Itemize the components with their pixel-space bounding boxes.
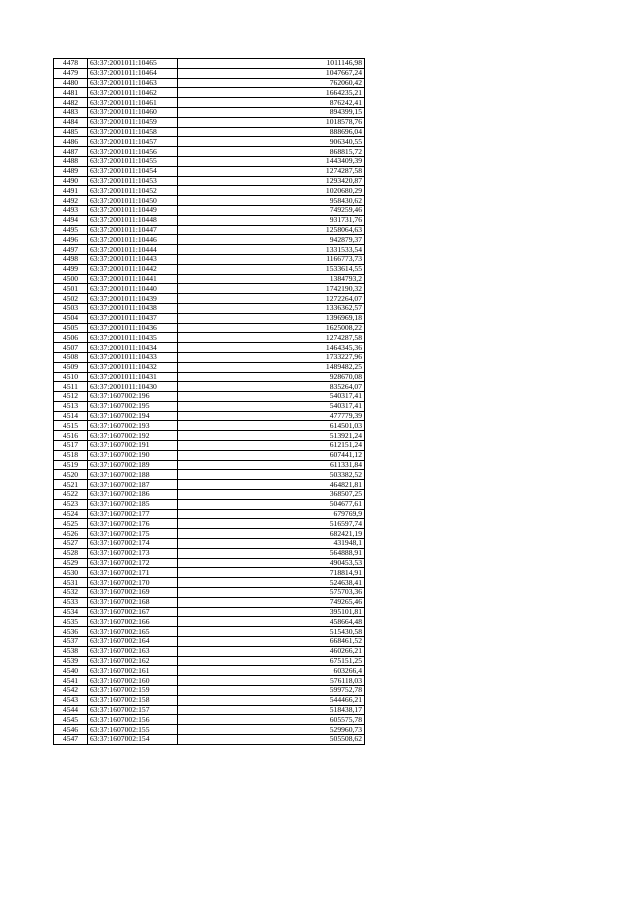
- row-number-cell: 4503: [54, 303, 88, 313]
- table-row: [54, 441, 365, 451]
- cadastral-number-cell: 63:37:2001011:10430: [88, 382, 178, 392]
- cadastral-number-cell: 63:37:2001011:10434: [88, 343, 178, 353]
- row-number-cell: 4482: [54, 98, 88, 108]
- cadastral-number-cell: 63:37:1607002:193: [88, 421, 178, 431]
- cadastral-value-cell: 1733227,96: [178, 352, 365, 362]
- cadastral-value-cell: 876242,41: [178, 98, 365, 108]
- cadastral-number-cell: 63:37:2001011:10452: [88, 186, 178, 196]
- cadastral-value-cell: 524638,41: [178, 578, 365, 588]
- cadastral-number-cell: 63:37:2001011:10462: [88, 88, 178, 98]
- row-number-cell: 4498: [54, 254, 88, 264]
- cadastral-value-cell: 1293420,87: [178, 176, 365, 186]
- cadastral-number-cell: 63:37:2001011:10435: [88, 333, 178, 343]
- row-number-cell: 4483: [54, 107, 88, 117]
- cadastral-number-cell: 63:37:1607002:171: [88, 568, 178, 578]
- row-number-cell: 4490: [54, 176, 88, 186]
- table-row: [54, 695, 365, 705]
- cadastral-value-cell: 894399,15: [178, 107, 365, 117]
- cadastral-number-cell: 63:37:2001011:10443: [88, 254, 178, 264]
- cadastral-number-cell: 63:37:2001011:10438: [88, 303, 178, 313]
- cadastral-value-cell: 605575,78: [178, 715, 365, 725]
- row-number-cell: 4487: [54, 147, 88, 157]
- cadastral-number-cell: 63:37:1607002:167: [88, 607, 178, 617]
- cadastral-number-cell: 63:37:1607002:185: [88, 499, 178, 509]
- table-row: [54, 646, 365, 656]
- cadastral-value-cell: 1047667,24: [178, 68, 365, 78]
- table-row: [54, 431, 365, 441]
- row-number-cell: 4535: [54, 617, 88, 627]
- row-number-cell: 4543: [54, 695, 88, 705]
- cadastral-number-cell: 63:37:2001011:10465: [88, 59, 178, 69]
- table-row: [54, 303, 365, 313]
- cadastral-value-cell: 1625008,22: [178, 323, 365, 333]
- cadastral-number-cell: 63:37:1607002:156: [88, 715, 178, 725]
- table-row: [54, 176, 365, 186]
- row-number-cell: 4495: [54, 225, 88, 235]
- table-row: [54, 88, 365, 98]
- cadastral-number-cell: 63:37:2001011:10446: [88, 235, 178, 245]
- cadastral-value-cell: 679769,9: [178, 509, 365, 519]
- cadastral-value-cell: 464821,81: [178, 480, 365, 490]
- row-number-cell: 4527: [54, 539, 88, 549]
- cadastral-value-cell: 614501,03: [178, 421, 365, 431]
- cadastral-value-cell: 1533614,55: [178, 264, 365, 274]
- table-row: [54, 274, 365, 284]
- cadastral-number-cell: 63:37:1607002:159: [88, 686, 178, 696]
- row-number-cell: 4508: [54, 352, 88, 362]
- cadastral-number-cell: 63:37:2001011:10441: [88, 274, 178, 284]
- table-row: [54, 166, 365, 176]
- cadastral-number-cell: 63:37:1607002:160: [88, 676, 178, 686]
- row-number-cell: 4542: [54, 686, 88, 696]
- table-row: [54, 196, 365, 206]
- row-number-cell: 4515: [54, 421, 88, 431]
- cadastral-number-cell: 63:37:2001011:10436: [88, 323, 178, 333]
- cadastral-value-cell: 1274287,58: [178, 333, 365, 343]
- cadastral-value-cell: 575703,36: [178, 588, 365, 598]
- cadastral-value-cell: 718814,91: [178, 568, 365, 578]
- row-number-cell: 4545: [54, 715, 88, 725]
- cadastral-number-cell: 63:37:2001011:10439: [88, 294, 178, 304]
- cadastral-value-cell: 540317,41: [178, 401, 365, 411]
- table-row: [54, 548, 365, 558]
- cadastral-number-cell: 63:37:1607002:175: [88, 529, 178, 539]
- cadastral-number-cell: 63:37:1607002:158: [88, 695, 178, 705]
- table-row: [54, 59, 365, 69]
- row-number-cell: 4486: [54, 137, 88, 147]
- cadastral-value-cell: 1272264,07: [178, 294, 365, 304]
- cadastral-number-cell: 63:37:1607002:169: [88, 588, 178, 598]
- cadastral-number-cell: 63:37:1607002:157: [88, 705, 178, 715]
- table-row: [54, 480, 365, 490]
- row-number-cell: 4496: [54, 235, 88, 245]
- row-number-cell: 4525: [54, 519, 88, 529]
- table-row: [54, 686, 365, 696]
- table-row: [54, 107, 365, 117]
- table-row: [54, 117, 365, 127]
- table-row: [54, 676, 365, 686]
- cadastral-value-cell: 1258064,63: [178, 225, 365, 235]
- row-number-cell: 4479: [54, 68, 88, 78]
- table-row: [54, 156, 365, 166]
- row-number-cell: 4481: [54, 88, 88, 98]
- cadastral-number-cell: 63:37:1607002:177: [88, 509, 178, 519]
- cadastral-value-cell: 513921,24: [178, 431, 365, 441]
- table-row: [54, 450, 365, 460]
- cadastral-number-cell: 63:37:2001011:10433: [88, 352, 178, 362]
- cadastral-number-cell: 63:37:1607002:188: [88, 470, 178, 480]
- cadastral-number-cell: 63:37:2001011:10459: [88, 117, 178, 127]
- table-row: [54, 539, 365, 549]
- table-row: [54, 313, 365, 323]
- cadastral-value-cell: 529960,73: [178, 725, 365, 735]
- table-row: [54, 588, 365, 598]
- cadastral-value-cell: 544466,21: [178, 695, 365, 705]
- table-row: [54, 323, 365, 333]
- table-row: [54, 411, 365, 421]
- table-row: [54, 294, 365, 304]
- cadastral-value-cell: 675151,25: [178, 656, 365, 666]
- cadastral-number-cell: 63:37:2001011:10460: [88, 107, 178, 117]
- table-row: [54, 715, 365, 725]
- row-number-cell: 4500: [54, 274, 88, 284]
- cadastral-value-cell: 395101,81: [178, 607, 365, 617]
- cadastral-value-cell: 431948,1: [178, 539, 365, 549]
- row-number-cell: 4529: [54, 558, 88, 568]
- table-row: [54, 127, 365, 137]
- row-number-cell: 4538: [54, 646, 88, 656]
- table-row: [54, 401, 365, 411]
- cadastral-value-cell: 1464345,36: [178, 343, 365, 353]
- cadastral-value-cell: 1336362,57: [178, 303, 365, 313]
- row-number-cell: 4517: [54, 441, 88, 451]
- table-row: [54, 637, 365, 647]
- table-row: [54, 254, 365, 264]
- cadastral-value-cell: 504677,61: [178, 499, 365, 509]
- table-row: [54, 264, 365, 274]
- row-number-cell: 4489: [54, 166, 88, 176]
- cadastral-number-cell: 63:37:2001011:10447: [88, 225, 178, 235]
- cadastral-value-cell: 868815,72: [178, 147, 365, 157]
- cadastral-value-cell: 1166773,73: [178, 254, 365, 264]
- cadastral-number-cell: 63:37:2001011:10455: [88, 156, 178, 166]
- cadastral-value-cell: 515430,58: [178, 627, 365, 637]
- row-number-cell: 4537: [54, 637, 88, 647]
- cadastral-number-cell: 63:37:1607002:191: [88, 441, 178, 451]
- cadastral-value-cell: 888696,04: [178, 127, 365, 137]
- cadastral-number-cell: 63:37:2001011:10444: [88, 245, 178, 255]
- row-number-cell: 4493: [54, 205, 88, 215]
- cadastral-value-cell: 958430,62: [178, 196, 365, 206]
- cadastral-number-cell: 63:37:2001011:10431: [88, 372, 178, 382]
- cadastral-number-cell: 63:37:2001011:10463: [88, 78, 178, 88]
- row-number-cell: 4533: [54, 597, 88, 607]
- row-number-cell: 4499: [54, 264, 88, 274]
- cadastral-number-cell: 63:37:1607002:168: [88, 597, 178, 607]
- cadastral-value-cell: 576118,03: [178, 676, 365, 686]
- cadastral-value-cell: 1274287,58: [178, 166, 365, 176]
- table-row: [54, 362, 365, 372]
- cadastral-value-cell: 762060,42: [178, 78, 365, 88]
- cadastral-number-cell: 63:37:2001011:10442: [88, 264, 178, 274]
- row-number-cell: 4509: [54, 362, 88, 372]
- cadastral-value-cell: 564888,91: [178, 548, 365, 558]
- table-row: [54, 578, 365, 588]
- row-number-cell: 4478: [54, 59, 88, 69]
- table-row: [54, 68, 365, 78]
- cadastral-value-cell: 518438,17: [178, 705, 365, 715]
- table-row: [54, 617, 365, 627]
- row-number-cell: 4512: [54, 392, 88, 402]
- cadastral-value-cell: 612151,24: [178, 441, 365, 451]
- table-row: [54, 421, 365, 431]
- cadastral-value-cell: 942879,37: [178, 235, 365, 245]
- cadastral-number-cell: 63:37:1607002:186: [88, 490, 178, 500]
- cadastral-value-cell: 540317,41: [178, 392, 365, 402]
- cadastral-number-cell: 63:37:2001011:10432: [88, 362, 178, 372]
- table-row: [54, 568, 365, 578]
- row-number-cell: 4528: [54, 548, 88, 558]
- cadastral-number-cell: 63:37:2001011:10457: [88, 137, 178, 147]
- cadastral-value-cell: 516597,74: [178, 519, 365, 529]
- cadastral-value-cell: 928670,08: [178, 372, 365, 382]
- row-number-cell: 4520: [54, 470, 88, 480]
- cadastral-number-cell: 63:37:1607002:194: [88, 411, 178, 421]
- cadastral-number-cell: 63:37:1607002:172: [88, 558, 178, 568]
- table-row: [54, 607, 365, 617]
- cadastral-value-cell: 1384793,2: [178, 274, 365, 284]
- row-number-cell: 4485: [54, 127, 88, 137]
- table-row: [54, 372, 365, 382]
- row-number-cell: 4480: [54, 78, 88, 88]
- table-row: [54, 215, 365, 225]
- table-row: [54, 666, 365, 676]
- cadastral-value-cell: 1489482,25: [178, 362, 365, 372]
- cadastral-value-cell: 477779,39: [178, 411, 365, 421]
- cadastral-value-table: [53, 58, 365, 745]
- row-number-cell: 4531: [54, 578, 88, 588]
- cadastral-number-cell: 63:37:2001011:10448: [88, 215, 178, 225]
- row-number-cell: 4526: [54, 529, 88, 539]
- row-number-cell: 4505: [54, 323, 88, 333]
- row-number-cell: 4530: [54, 568, 88, 578]
- cadastral-number-cell: 63:37:1607002:163: [88, 646, 178, 656]
- table-row: [54, 225, 365, 235]
- row-number-cell: 4488: [54, 156, 88, 166]
- table-row: [54, 205, 365, 215]
- cadastral-value-cell: 458664,48: [178, 617, 365, 627]
- cadastral-number-cell: 63:37:1607002:165: [88, 627, 178, 637]
- cadastral-value-cell: 931731,76: [178, 215, 365, 225]
- table-row: [54, 470, 365, 480]
- table-row: [54, 352, 365, 362]
- cadastral-value-cell: 460266,21: [178, 646, 365, 656]
- row-number-cell: 4524: [54, 509, 88, 519]
- row-number-cell: 4514: [54, 411, 88, 421]
- cadastral-number-cell: 63:37:1607002:176: [88, 519, 178, 529]
- table-row: [54, 284, 365, 294]
- row-number-cell: 4544: [54, 705, 88, 715]
- row-number-cell: 4546: [54, 725, 88, 735]
- row-number-cell: 4532: [54, 588, 88, 598]
- cadastral-number-cell: 63:37:2001011:10437: [88, 313, 178, 323]
- cadastral-number-cell: 63:37:2001011:10449: [88, 205, 178, 215]
- table-row: [54, 529, 365, 539]
- row-number-cell: 4522: [54, 490, 88, 500]
- row-number-cell: 4516: [54, 431, 88, 441]
- table-row: [54, 235, 365, 245]
- cadastral-number-cell: 63:37:2001011:10450: [88, 196, 178, 206]
- row-number-cell: 4484: [54, 117, 88, 127]
- row-number-cell: 4494: [54, 215, 88, 225]
- row-number-cell: 4518: [54, 450, 88, 460]
- table-row: [54, 392, 365, 402]
- table-row: [54, 705, 365, 715]
- cadastral-value-cell: 1331533,54: [178, 245, 365, 255]
- cadastral-value-cell: 1396969,18: [178, 313, 365, 323]
- cadastral-number-cell: 63:37:1607002:195: [88, 401, 178, 411]
- cadastral-number-cell: 63:37:2001011:10461: [88, 98, 178, 108]
- cadastral-value-cell: 682421,19: [178, 529, 365, 539]
- cadastral-number-cell: 63:37:1607002:162: [88, 656, 178, 666]
- cadastral-number-cell: 63:37:2001011:10454: [88, 166, 178, 176]
- table-row: [54, 78, 365, 88]
- cadastral-value-cell: 1020680,29: [178, 186, 365, 196]
- row-number-cell: 4506: [54, 333, 88, 343]
- cadastral-value-cell: 1011146,98: [178, 59, 365, 69]
- table-row: [54, 333, 365, 343]
- cadastral-value-cell: 906340,55: [178, 137, 365, 147]
- table-row: [54, 147, 365, 157]
- table-row: [54, 627, 365, 637]
- row-number-cell: 4541: [54, 676, 88, 686]
- table-row: [54, 509, 365, 519]
- cadastral-value-cell: 607441,12: [178, 450, 365, 460]
- cadastral-number-cell: 63:37:1607002:164: [88, 637, 178, 647]
- table-row: [54, 98, 365, 108]
- cadastral-value-cell: 599752,78: [178, 686, 365, 696]
- row-number-cell: 4521: [54, 480, 88, 490]
- cadastral-value-cell: 490453,53: [178, 558, 365, 568]
- cadastral-number-cell: 63:37:1607002:192: [88, 431, 178, 441]
- table-row: [54, 725, 365, 735]
- cadastral-number-cell: 63:37:1607002:161: [88, 666, 178, 676]
- table-row: [54, 490, 365, 500]
- row-number-cell: 4536: [54, 627, 88, 637]
- row-number-cell: 4539: [54, 656, 88, 666]
- table-body: [54, 59, 365, 745]
- row-number-cell: 4507: [54, 343, 88, 353]
- cadastral-value-cell: 505508,62: [178, 734, 365, 744]
- cadastral-number-cell: 63:37:1607002:155: [88, 725, 178, 735]
- table-row: [54, 137, 365, 147]
- row-number-cell: 4519: [54, 460, 88, 470]
- cadastral-value-cell: 1018578,76: [178, 117, 365, 127]
- table-row: [54, 499, 365, 509]
- table-row: [54, 245, 365, 255]
- cadastral-value-cell: 1664235,21: [178, 88, 365, 98]
- table-row: [54, 597, 365, 607]
- table-row: [54, 558, 365, 568]
- cadastral-value-cell: 503382,52: [178, 470, 365, 480]
- row-number-cell: 4540: [54, 666, 88, 676]
- cadastral-number-cell: 63:37:1607002:173: [88, 548, 178, 558]
- cadastral-value-cell: 611331,84: [178, 460, 365, 470]
- row-number-cell: 4547: [54, 734, 88, 744]
- row-number-cell: 4502: [54, 294, 88, 304]
- cadastral-value-cell: 1443409,39: [178, 156, 365, 166]
- cadastral-number-cell: 63:37:2001011:10458: [88, 127, 178, 137]
- cadastral-number-cell: 63:37:2001011:10453: [88, 176, 178, 186]
- cadastral-number-cell: 63:37:1607002:196: [88, 392, 178, 402]
- cadastral-value-cell: 668461,52: [178, 637, 365, 647]
- cadastral-number-cell: 63:37:1607002:170: [88, 578, 178, 588]
- cadastral-number-cell: 63:37:2001011:10464: [88, 68, 178, 78]
- row-number-cell: 4511: [54, 382, 88, 392]
- cadastral-value-cell: 368507,25: [178, 490, 365, 500]
- row-number-cell: 4497: [54, 245, 88, 255]
- row-number-cell: 4491: [54, 186, 88, 196]
- cadastral-value-cell: 1742190,32: [178, 284, 365, 294]
- row-number-cell: 4510: [54, 372, 88, 382]
- table-row: [54, 656, 365, 666]
- row-number-cell: 4513: [54, 401, 88, 411]
- cadastral-number-cell: 63:37:1607002:154: [88, 734, 178, 744]
- row-number-cell: 4504: [54, 313, 88, 323]
- row-number-cell: 4492: [54, 196, 88, 206]
- cadastral-number-cell: 63:37:1607002:166: [88, 617, 178, 627]
- table-row: [54, 519, 365, 529]
- cadastral-number-cell: 63:37:1607002:189: [88, 460, 178, 470]
- table-row: [54, 734, 365, 744]
- row-number-cell: 4523: [54, 499, 88, 509]
- row-number-cell: 4534: [54, 607, 88, 617]
- table-row: [54, 343, 365, 353]
- table-row: [54, 460, 365, 470]
- cadastral-value-cell: 749259,46: [178, 205, 365, 215]
- cadastral-value-cell: 749265,46: [178, 597, 365, 607]
- cadastral-value-cell: 603266,4: [178, 666, 365, 676]
- cadastral-number-cell: 63:37:1607002:187: [88, 480, 178, 490]
- cadastral-number-cell: 63:37:2001011:10456: [88, 147, 178, 157]
- cadastral-number-cell: 63:37:2001011:10440: [88, 284, 178, 294]
- cadastral-number-cell: 63:37:1607002:174: [88, 539, 178, 549]
- row-number-cell: 4501: [54, 284, 88, 294]
- table-row: [54, 186, 365, 196]
- cadastral-number-cell: 63:37:1607002:190: [88, 450, 178, 460]
- cadastral-value-cell: 835264,07: [178, 382, 365, 392]
- table-row: [54, 382, 365, 392]
